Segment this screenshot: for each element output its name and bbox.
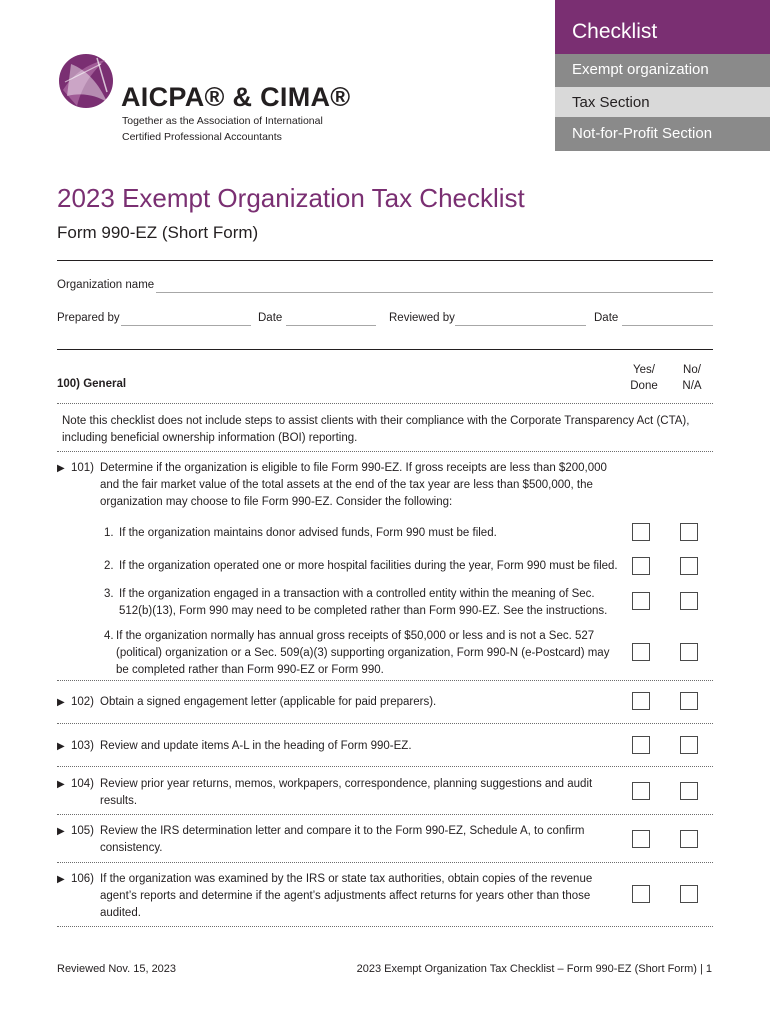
checkbox-no-106[interactable]	[680, 885, 698, 903]
date-field-1[interactable]	[286, 325, 376, 326]
item-number: 106)	[71, 873, 95, 885]
footer-page-info: 2023 Exempt Organization Tax Checklist – Form 990-EZ (Short Form) | 1	[356, 963, 712, 975]
item-text	[100, 460, 620, 511]
sub-item-text	[119, 586, 607, 620]
checkbox-yes-2[interactable]	[632, 557, 650, 575]
date-label-1: Date	[258, 312, 283, 324]
org-name-label: Organization name	[57, 279, 155, 291]
tab-checklist-header: Checklist	[555, 0, 770, 54]
date-field-2[interactable]	[622, 325, 713, 326]
sub-item-text	[116, 628, 609, 679]
item-text-line: Determine if the organization is eligible to file Form 990-EZ. If gross receipts are less than $200,000	[100, 462, 607, 474]
item-text-line: results.	[100, 795, 138, 807]
item-number: 103)	[71, 740, 95, 752]
sub-item-line: (political) organization or a Sec. 509(a)(3) supporting organization, Form 990-N (e-Postcard) may	[116, 647, 610, 659]
done-header-line: Done	[630, 380, 658, 392]
item-text-line: and the fair market value of the total assets at the end of the tax year are less than $500,000, the	[100, 479, 593, 491]
sub-item-text	[119, 558, 618, 575]
arrow-right-icon: ▶	[57, 697, 65, 708]
item-text-line: Review prior year returns, memos, workpapers, correspondence, planning suggestions and audit	[100, 778, 593, 790]
reviewed-by-label: Reviewed by	[389, 312, 455, 324]
section-heading-general: 100) General	[57, 378, 127, 390]
yes-header-line: Yes/	[633, 364, 655, 376]
checkbox-no-2[interactable]	[680, 557, 698, 575]
item-number: 105)	[71, 825, 95, 837]
prepared-by-label: Prepared by	[57, 312, 120, 324]
checkbox-yes-3[interactable]	[632, 592, 650, 610]
date-label-2: Date	[594, 312, 619, 324]
checkbox-yes-104[interactable]	[632, 782, 650, 800]
item-text	[100, 776, 620, 810]
item-text	[100, 694, 620, 711]
checkbox-no-105[interactable]	[680, 830, 698, 848]
sub-item-number: 3.	[104, 588, 114, 600]
checkbox-no-102[interactable]	[680, 692, 698, 710]
sub-item-line: If the organization normally has annual gross receipts of $50,000 or less and is not a Sec. 527	[116, 630, 595, 642]
header-rule	[57, 260, 713, 261]
arrow-right-icon: ▶	[57, 826, 65, 837]
aicpa-cima-logo	[57, 52, 357, 147]
item-text-line: organization may choose to file Form 990-EZ. Consider the following:	[100, 496, 453, 508]
tab-not-for-profit-section[interactable]: Not-for-Profit Section	[555, 117, 770, 151]
logo-globe-icon	[57, 52, 115, 110]
sub-item-text	[119, 525, 497, 542]
arrow-right-icon: ▶	[57, 874, 65, 885]
reviewed-by-field[interactable]	[455, 325, 586, 326]
checkbox-no-4[interactable]	[680, 643, 698, 661]
arrow-right-icon: ▶	[57, 779, 65, 790]
checkbox-no-3[interactable]	[680, 592, 698, 610]
divider	[57, 766, 713, 767]
yes-done-header	[620, 362, 668, 394]
divider	[57, 926, 713, 927]
item-text	[100, 823, 620, 857]
fields-rule	[57, 349, 713, 350]
arrow-right-icon: ▶	[57, 463, 65, 474]
cta-note: Note this checklist does not include steps to assist clients with their compliance with the Corporate Transparency Act (CTA), including beneficial ownership information (BOI) reporting.	[62, 415, 690, 444]
item-text-line: Obtain a signed engagement letter (applicable for paid preparers).	[100, 696, 437, 708]
no-na-header	[668, 362, 716, 394]
checkbox-yes-102[interactable]	[632, 692, 650, 710]
sub-item-line: be completed rather than Form 990-EZ or Form 990.	[116, 664, 384, 676]
divider	[57, 403, 713, 404]
logo-tagline-1: Together as the Association of International	[122, 115, 323, 127]
checklist-tabs	[555, 0, 770, 151]
checkbox-yes-4[interactable]	[632, 643, 650, 661]
checkbox-yes-1[interactable]	[632, 523, 650, 541]
item-text	[100, 738, 620, 755]
sub-item-number: 2.	[104, 560, 114, 572]
sub-item-number: 4.	[104, 630, 114, 642]
checkbox-yes-105[interactable]	[632, 830, 650, 848]
item-number: 104)	[71, 778, 95, 790]
tab-tax-section[interactable]: Tax Section	[555, 87, 770, 117]
checkbox-yes-103[interactable]	[632, 736, 650, 754]
divider	[57, 451, 713, 452]
page-title: 2023 Exempt Organization Tax Checklist	[57, 183, 525, 213]
checklist-item-101	[57, 460, 617, 512]
checkbox-yes-106[interactable]	[632, 885, 650, 903]
checkbox-no-103[interactable]	[680, 736, 698, 754]
item-text	[100, 871, 620, 922]
arrow-right-icon: ▶	[57, 741, 65, 752]
item-text-line: agent’s reports and determine if the agent’s adjustments affect returns for years other than those	[100, 890, 591, 902]
sub-item-line: If the organization operated one or more hospital facilities during the year, Form 990 must be filed.	[119, 560, 618, 572]
prepared-by-field[interactable]	[121, 325, 251, 326]
divider	[57, 680, 713, 681]
item-text-line: consistency.	[100, 842, 163, 854]
sub-item-line: 512(b)(13), Form 990 may need to be completed rather than Form 990-EZ. See the instructions.	[119, 605, 608, 617]
checkbox-no-1[interactable]	[680, 523, 698, 541]
item-text-line: Review and update items A-L in the heading of Form 990-EZ.	[100, 740, 412, 752]
logo-wordmark: AICPA® & CIMA®	[121, 82, 351, 112]
checkbox-no-104[interactable]	[680, 782, 698, 800]
sub-item-number: 1.	[104, 527, 114, 539]
tab-exempt-organization[interactable]: Exempt organization	[555, 54, 770, 87]
divider	[57, 723, 713, 724]
sub-item-line: If the organization maintains donor advised funds, Form 990 must be filed.	[119, 527, 497, 539]
item-text-line: audited.	[100, 907, 141, 919]
no-header-line: No/	[683, 364, 701, 376]
item-text-line: If the organization was examined by the IRS or state tax authorities, obtain copies of the revenue	[100, 873, 593, 885]
page-subtitle: Form 990-EZ (Short Form)	[57, 223, 259, 242]
footer-review-date: Reviewed Nov. 15, 2023	[57, 963, 177, 975]
item-number: 101)	[71, 462, 95, 474]
logo-tagline-2: Certified Professional Accountants	[122, 131, 282, 143]
item-text-line: Review the IRS determination letter and compare it to the Form 990-EZ, Schedule A, to confirm	[100, 825, 585, 837]
divider	[57, 814, 713, 815]
divider	[57, 862, 713, 863]
item-number: 102)	[71, 696, 95, 708]
sub-item-line: If the organization engaged in a transaction with a controlled entity within the meaning of Sec.	[119, 588, 595, 600]
org-name-field[interactable]	[156, 292, 713, 293]
na-header-line: N/A	[682, 380, 702, 392]
